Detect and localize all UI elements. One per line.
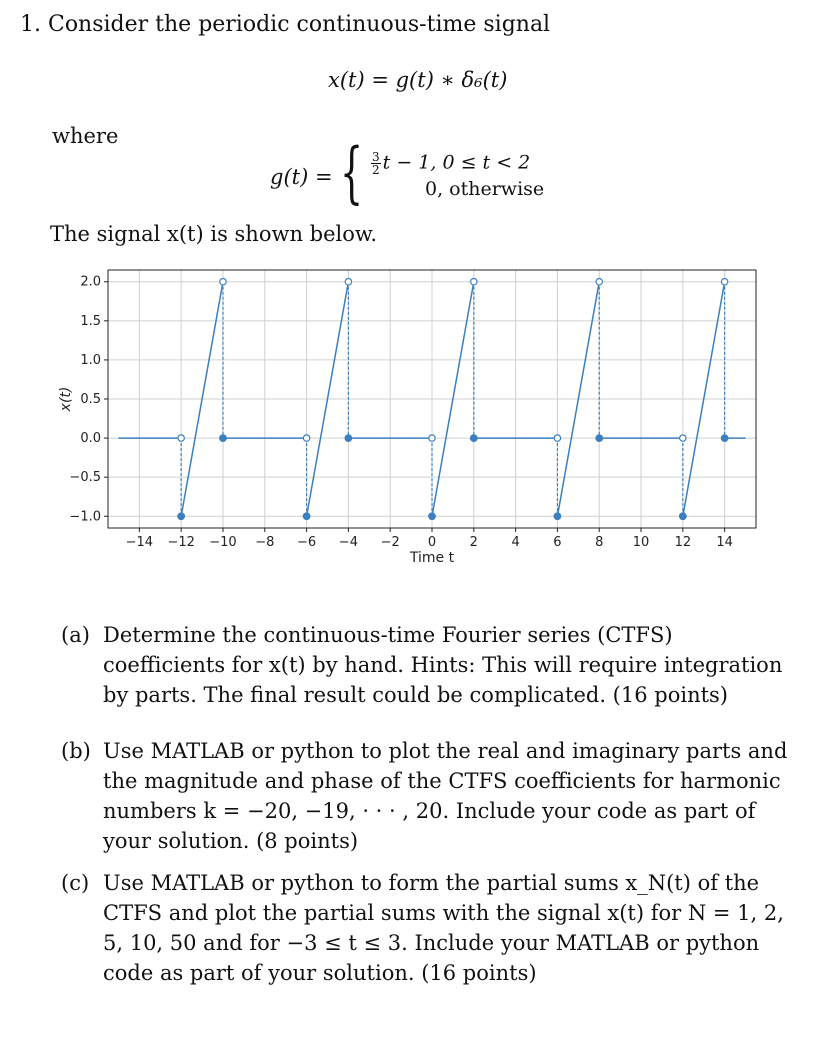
y-tick-label: 2.0	[80, 274, 101, 290]
closed-point	[596, 435, 603, 442]
y-tick-label: 1.0	[80, 352, 101, 368]
y-tick-label: −1.0	[69, 509, 101, 525]
tick-layer	[69, 275, 732, 550]
y-tick-label: 1.5	[80, 313, 101, 329]
open-point	[721, 279, 727, 285]
y-tick-label: 0.5	[80, 392, 101, 407]
x-tick-label: 2	[469, 535, 478, 550]
g-definition-lhs: g(t) =	[270, 165, 333, 189]
x-axis-label: Time t	[409, 550, 455, 566]
open-point	[220, 279, 226, 285]
x-tick-label: 14	[716, 535, 733, 550]
x-tick-label: 8	[595, 535, 604, 550]
open-point	[680, 435, 686, 441]
problem-heading: 1. Consider the periodic continuous-time signal	[20, 12, 551, 37]
x-tick-label: −14	[125, 535, 154, 550]
fraction-denominator: 2	[372, 163, 380, 177]
fraction-three-halves	[371, 151, 381, 176]
open-point	[596, 279, 602, 285]
y-axis-label: x(t)	[58, 386, 74, 412]
part-a	[61, 620, 798, 710]
closed-point	[345, 435, 352, 442]
x-tick-label: −4	[338, 535, 358, 550]
part-b-label: (b)	[61, 739, 91, 763]
open-point	[303, 435, 309, 441]
x-tick-label: −2	[380, 535, 400, 550]
closed-point	[470, 435, 477, 442]
x-tick-label: −12	[167, 535, 195, 550]
part-c	[61, 868, 798, 988]
signal-shown-text: The signal x(t) is shown below.	[50, 222, 378, 246]
closed-point	[303, 513, 310, 520]
signal-chart-svg	[40, 258, 780, 588]
open-point	[429, 435, 435, 441]
open-point	[345, 279, 351, 285]
x-tick-label: 6	[553, 535, 562, 550]
closed-point	[429, 513, 436, 520]
piecewise-case-1	[371, 151, 530, 176]
where-label: where	[52, 124, 119, 148]
closed-point	[554, 513, 561, 520]
x-tick-label: 4	[511, 535, 520, 550]
x-tick-label: 10	[632, 535, 650, 550]
part-b	[61, 736, 798, 856]
signal-plot	[40, 258, 780, 588]
open-point	[178, 435, 184, 441]
x-tick-label: 12	[674, 535, 692, 550]
part-c-label: (c)	[61, 871, 90, 895]
part-a-label: (a)	[61, 623, 90, 647]
piecewise-case-2: 0, otherwise	[425, 178, 545, 200]
x-tick-label: −10	[209, 535, 237, 550]
part-b-text: Use MATLAB or python to plot the real and imaginary parts and the magnitude and phase of the CTFS coefficients for harmonic numbers k = −20, −19, · · · , 20. Include your code as part of your solution. (8 points)	[103, 739, 788, 853]
piecewise-brace: {	[340, 134, 364, 211]
case-1-expression: t − 1, 0 ≤ t < 2	[382, 151, 531, 174]
closed-point	[220, 435, 227, 442]
part-a-text: Determine the continuous-time Fourier series (CTFS) coefficients for x(t) by hand. Hints: This will require integration by parts. The final result could be complicated. (16 points)	[103, 623, 783, 707]
fraction-numerator: 3	[372, 150, 380, 164]
y-tick-label: −0.5	[69, 470, 101, 486]
open-point	[471, 279, 477, 285]
x-tick-label: −8	[255, 535, 275, 550]
y-tick-label: 0.0	[80, 431, 101, 447]
x-tick-label: 0	[427, 535, 437, 550]
part-c-text: Use MATLAB or python to form the partial sums x_N(t) of the CTFS and plot the partial sums with the signal x(t) for N = 1, 2, 5, 10, 50 and for −3 ≤ t ≤ 3. Include your MATLAB or python code as part of your solution. (16 points)	[103, 871, 784, 985]
signal-equation: x(t) = g(t) ∗ δ₆(t)	[328, 68, 508, 92]
open-point	[554, 435, 560, 441]
x-tick-label: −6	[296, 535, 317, 550]
closed-point	[679, 513, 686, 520]
closed-point	[721, 435, 728, 442]
closed-point	[178, 513, 185, 520]
